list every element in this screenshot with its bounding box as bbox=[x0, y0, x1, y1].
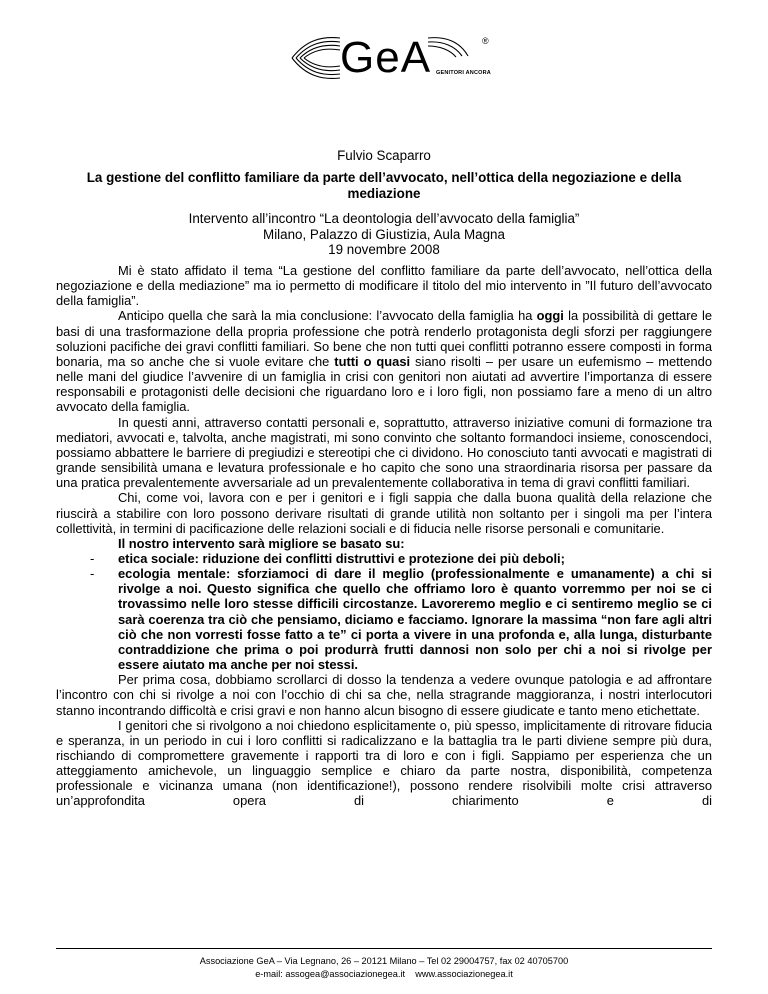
list-item-text: etica sociale: riduzione dei conflitti distruttivi e protezione dei più deboli; bbox=[118, 550, 565, 566]
principles-list bbox=[56, 551, 712, 672]
footer-address: Associazione GeA – Via Legnano, 26 – 20121 Milano – Tel 02 29004757, fax 02 40705700 bbox=[199, 956, 569, 966]
list-item bbox=[56, 566, 712, 672]
paragraph-6: I genitori che si rivolgono a noi chiedono esplicitamente o, più spesso, implicitamente di ritrovare fiducia e speranza, in un periodo in cui i loro conflitti si radicalizzano e la battaglia tra le parti diviene sempre più dura, rischiando di compromettere gravemente i rapporti tra di loro e con i figli. Sappiamo per esperienza che un atteggiamento amichevole, un linguaggio semplice e chiaro da parte nostra, disponibilità, competenza professionale e vicinanza umana (non identificazione!), possono rendere risolvibili molte crisi attraverso un’approfondita opera di chiarimento e di bbox=[56, 717, 712, 809]
footer-contacts: e-mail: assogea@associazionegea.it www.associazionegea.it bbox=[255, 969, 513, 979]
p2-emphasis-tutti: tutti o quasi bbox=[334, 353, 411, 369]
footer bbox=[0, 955, 768, 981]
list-lead: Il nostro intervento sarà migliore se basato su: bbox=[118, 535, 405, 551]
list-item bbox=[56, 551, 712, 566]
logo-wordmark: GeA bbox=[340, 33, 432, 82]
registered-mark: ® bbox=[482, 36, 489, 46]
author-name: Fulvio Scaparro bbox=[337, 148, 431, 163]
event-line-1: Intervento all’incontro “La deontologia dell’avvocato della famiglia” bbox=[188, 211, 580, 226]
p2-text-a: Anticipo quella che sarà la mia conclusione: l’avvocato della famiglia ha bbox=[118, 308, 537, 324]
logo-tagline: GENITORI ANCORA bbox=[436, 70, 491, 76]
bullet-dash: - bbox=[90, 566, 95, 582]
list-item-text: ecologia mentale: sforziamoci di dare il meglio (professionalmente e umanamente) a chi si rivolge a noi. Questo significa che quello che offriamo loro è quanto vorremmo per noi se ci trovassimo nelle loro stesse difficili circostanze. Lavoreremo meglio e ci sentiremo meglio se ci sarà coerenza tra ciò che pensiamo, diciamo e facciamo. Ignorare la massima “non fare agli altri ciò che non vorresti fosse fatto a te” ci porta a vivere in una profonda e, alla lunga, disturbante contraddizione che prima o poi produrrà frutti dannosi non solo per chi a noi si rivolge per essere aiutato ma anche per noi stessi. bbox=[118, 566, 712, 673]
event-line-2: Milano, Palazzo di Giustizia, Aula Magna bbox=[263, 226, 505, 242]
p2-text-e: siano risolti – per usare un eufemismo – mettendo nelle mani del giudice l’avvenire di un famiglia in crisi con genitori non aiutati ad avvertire l’importanza di essere responsabili e protagonisti delle decisioni che riguardano loro e i loro figli, non possiamo fare a meno di un altro avvocato della famiglia. bbox=[56, 353, 712, 415]
paragraph-4: Chi, come voi, lavora con e per i genitori e i figli sappia che dalla buona qualità della relazione che riuscirà a stabilire con loro possono derivare risultati di grande utilità non soltanto per i singoli ma per l’intera collettività, in termini di pacificazione delle relazioni sociali e di fiducia nelle risorse personali e comunitarie. bbox=[56, 490, 712, 536]
bullet-dash: - bbox=[90, 550, 95, 566]
paragraph-2 bbox=[56, 308, 712, 414]
p2-emphasis-oggi: oggi bbox=[536, 308, 564, 324]
p2-text-c: la possibilità di gettare le basi di una trasformazione della propria professione che potrà renderlo protagonista degli sforzi per raggiungere soluzioni pacifiche dei gravi conflitti familiari. So bene che non tutti quei conflitti potranno essere composti in forma bonaria, ma so anche che si vuole evitare che bbox=[56, 308, 712, 369]
body-text bbox=[56, 263, 712, 809]
paragraph-1: Mi è stato affidato il tema “La gestione del conflitto familiare da parte dell’avvocato, nell’ottica della negoziazione e della mediazione” ma io permetto di modificare il titolo del mio intervento in ”Il futuro dell’avvocato della famiglia”. bbox=[56, 263, 712, 309]
paragraph-5: Per prima cosa, dobbiamo scrollarci di dosso la tendenza a vedere ovunque patologia e ad affrontare l’incontro con chi si rivolge a noi con l’occhio di chi sa che, nella stragrande maggioranza, i nostri interlocutori stanno incontrando difficoltà e crisi gravi e non hanno alcun bisogno di essere giudicate e tanto meno etichettate. bbox=[56, 672, 712, 718]
gea-logo bbox=[288, 30, 498, 86]
event-line-3: 19 novembre 2008 bbox=[328, 242, 440, 257]
event-info bbox=[0, 211, 768, 258]
footer-divider bbox=[56, 948, 712, 949]
document-title: La gestione del conflitto familiare da parte dell’avvocato, nell’ottica della negoziazione e della mediazione bbox=[86, 170, 682, 201]
paragraph-3: In questi anni, attraverso contatti personali e, soprattutto, attraverso iniziative comuni di formazione tra mediatori, avvocati e, talvolta, anche magistrati, mi sono convinto che soltanto formandoci insieme, conoscendoci, possiamo abbattere le barriere di pregiudizi e stereotipi che ci dividono. Ho conosciuto tanti avvocati e magistrati di grande sensibilità umana e levatura professionale e ho capito che sono una straordinaria risorsa per passare da una pratica prevalentemente avversariale ad un prevalentemente collaborativa in tema di gravi conflitti familiari. bbox=[56, 414, 712, 491]
